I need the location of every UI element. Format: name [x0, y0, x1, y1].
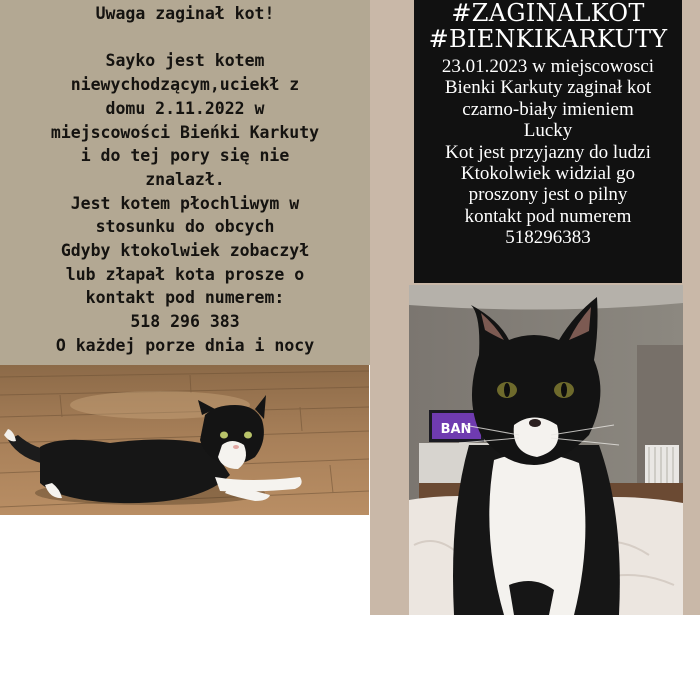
left-line-3: Sayko jest kotem — [105, 51, 265, 71]
left-poster-text — [0, 2, 370, 358]
right-line-6: Ktokolwiek widzial go — [460, 163, 636, 185]
left-line-13: kontakt pod numerem: — [85, 288, 285, 308]
left-line-6: miejscowości Bieńki Karkuty — [50, 122, 320, 142]
left-line-5: domu 2.11.2022 w — [105, 98, 265, 118]
right-line-3: czarno-biały imieniem — [462, 98, 634, 120]
right-line-2: Bienki Karkuty zaginał kot — [444, 77, 652, 99]
left-line-1: Uwaga zaginał kot! — [95, 4, 275, 23]
right-line-8: kontakt pod numerem — [464, 205, 632, 227]
cat-photo-sitting-on-bed — [409, 285, 683, 615]
left-line-14: 518 296 383 — [130, 312, 240, 332]
right-line-7: proszony jest o pilny — [468, 184, 628, 206]
left-line-12: lub złapał kota prosze o — [65, 264, 305, 284]
hashtag-zaginalkot: #ZAGINALKOT — [451, 0, 645, 27]
hashtag-bienkikarkuty: #BIENKIKARKUTY — [428, 25, 668, 53]
left-line-15: O każdej porze dnia i nocy — [55, 335, 315, 355]
left-line-4: niewychodzącym,uciekł z — [70, 75, 300, 95]
left-line-9: Jest kotem płochliwym w — [70, 193, 300, 213]
left-line-10: stosunku do obcych — [95, 217, 275, 237]
left-line-7: i do tej pory się nie — [80, 146, 290, 166]
right-line-1: 23.01.2023 w miejscowosci — [441, 56, 655, 77]
cat-sitting-illustration — [409, 285, 683, 615]
left-line-11: Gdyby ktokolwiek zobaczył — [60, 241, 310, 261]
left-line-2 — [0, 26, 370, 50]
cat-lying-illustration — [0, 365, 369, 515]
left-line-8: znalazł. — [145, 169, 225, 189]
right-line-4: Lucky — [523, 120, 573, 142]
right-line-9: 518296383 — [505, 227, 591, 249]
cat-photo-lying-on-floor — [0, 365, 369, 515]
right-poster-notice — [414, 56, 682, 249]
tv-screen-text: BAN — [440, 422, 472, 437]
right-line-5: Kot jest przyjazny do ludzi — [445, 141, 651, 163]
